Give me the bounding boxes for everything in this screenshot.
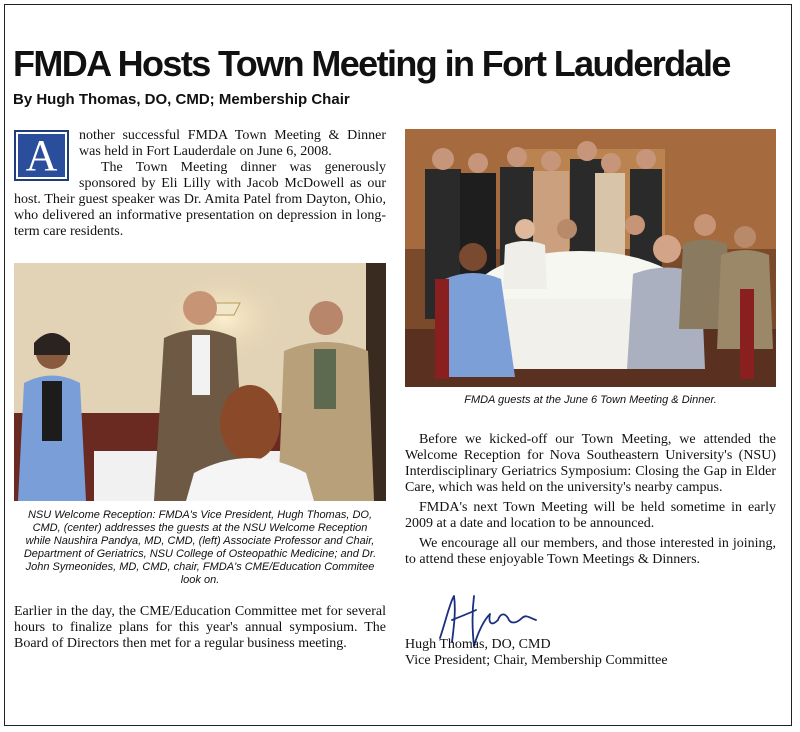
- signature-name: Hugh Thomas, DO, CMD: [405, 637, 551, 652]
- encourage-paragraph: We encourage all our members, and those interested in joining, to attend these enjoyable Town Meetings & Dinners.: [405, 536, 776, 567]
- dropcap-box: [14, 130, 69, 181]
- dinner-photo: [405, 129, 776, 387]
- committee-paragraph: Earlier in the day, the CME/Education Committee met for several hours to finalize plans for this year's annual symposium. The Board of Directors then met for a regular business meeting.: [14, 604, 386, 651]
- sponsor-paragraph: The Town Meeting dinner was generously sponsored by Eli Lilly with Jacob McDowell as our host. Their guest speaker was Dr. Amita Patel from Dayton, Ohio, who delivered an informative presentation on depression in long-term care residents.: [14, 160, 386, 239]
- signature-block: [405, 637, 668, 669]
- intro-paragraph: nother successful FMDA Town Meeting & Dinner was held in Fort Lauderdale on June 6, 2008.: [79, 128, 386, 159]
- intro-column: [14, 128, 386, 240]
- next-meeting-paragraph: FMDA's next Town Meeting will be held sometime in early 2009 at a date and location to be announced.: [405, 500, 776, 531]
- headline: FMDA Hosts Town Meeting in Fort Lauderdale: [13, 43, 730, 84]
- signature-title: Vice President; Chair, Membership Committee: [405, 653, 668, 668]
- dinner-caption: FMDA guests at the June 6 Town Meeting & Dinner.: [464, 394, 717, 406]
- welcome-reception-paragraph: Before we kicked-off our Town Meeting, we attended the Welcome Reception for Nova Southeastern University's (NSU) Interdisciplinary Geriatrics Symposium: Closing the Gap in Elder Care, which was held on the university's nearby campus.: [405, 432, 776, 495]
- right-column: [405, 432, 776, 568]
- reception-caption: NSU Welcome Reception: FMDA's Vice President, Hugh Thomas, DO, CMD, (center) addresses the guests at the NSU Welcome Reception while Naushira Pandya, MD, CMD, (left) Associate Professor and Chair, Department of Geriatrics, NSU College of Osteopathic Medicine; and Dr. John Symeonides, MD, CMD, chair, FMDA's CME/Education Commitee look on.: [23, 509, 377, 586]
- dropcap-letter: A: [18, 134, 65, 177]
- byline: By Hugh Thomas, DO, CMD; Membership Chair: [13, 91, 350, 108]
- reception-photo: [14, 263, 386, 501]
